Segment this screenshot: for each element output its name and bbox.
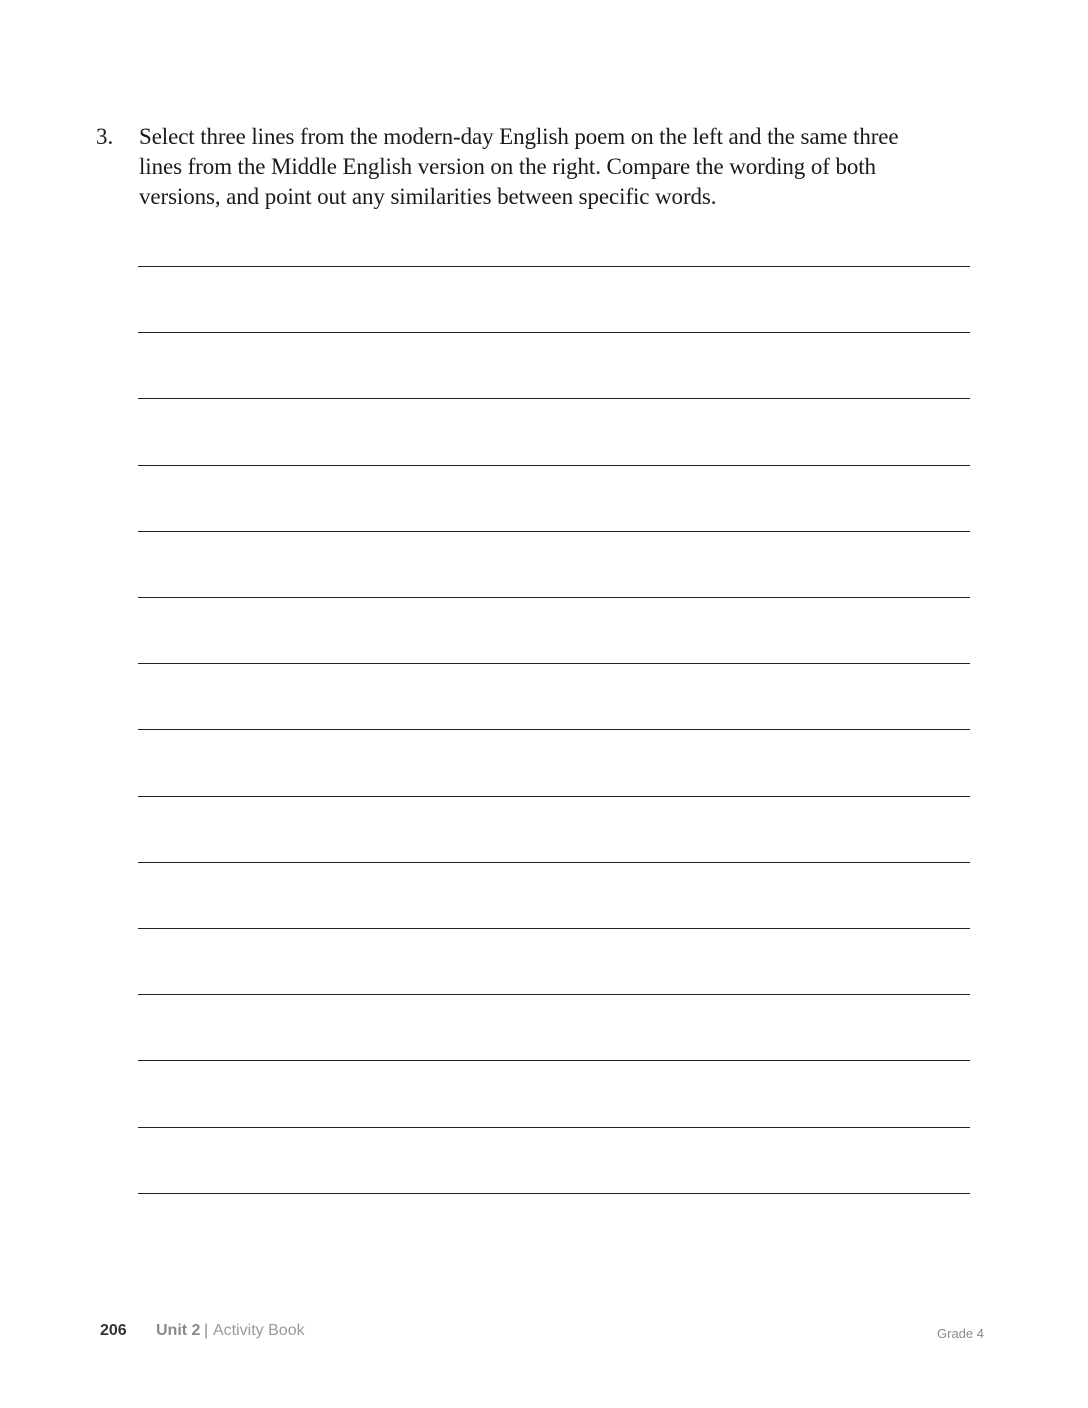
footer-separator: | bbox=[204, 1322, 209, 1339]
answer-line[interactable] bbox=[138, 1127, 970, 1128]
answer-line[interactable] bbox=[138, 928, 970, 929]
answer-line[interactable] bbox=[138, 796, 970, 797]
answer-line[interactable] bbox=[138, 332, 970, 333]
question-prompt bbox=[139, 122, 976, 212]
book-title: Activity Book bbox=[213, 1322, 305, 1339]
answer-line[interactable] bbox=[138, 729, 970, 730]
question-prompt-line: Select three lines from the modern-day English poem on the left and the same three bbox=[139, 124, 899, 149]
answer-line[interactable] bbox=[138, 1060, 970, 1061]
answer-line[interactable] bbox=[138, 597, 970, 598]
answer-line[interactable] bbox=[138, 465, 970, 466]
answer-line[interactable] bbox=[138, 531, 970, 532]
page-number: 206 bbox=[100, 1322, 127, 1339]
grade-label: Grade 4 bbox=[937, 1326, 984, 1341]
answer-line[interactable] bbox=[138, 862, 970, 863]
question-3 bbox=[96, 122, 976, 212]
question-prompt-line: versions, and point out any similarities between specific words. bbox=[139, 184, 717, 209]
question-number: 3. bbox=[96, 124, 114, 149]
answer-line[interactable] bbox=[138, 398, 970, 399]
question-prompt-line: lines from the Middle English version on the right. Compare the wording of both bbox=[139, 154, 876, 179]
unit-label: Unit 2 bbox=[156, 1322, 201, 1339]
answer-line[interactable] bbox=[138, 1193, 970, 1194]
answer-line[interactable] bbox=[138, 994, 970, 995]
answer-line[interactable] bbox=[138, 663, 970, 664]
answer-line[interactable] bbox=[138, 266, 970, 267]
page-footer bbox=[100, 1322, 984, 1350]
